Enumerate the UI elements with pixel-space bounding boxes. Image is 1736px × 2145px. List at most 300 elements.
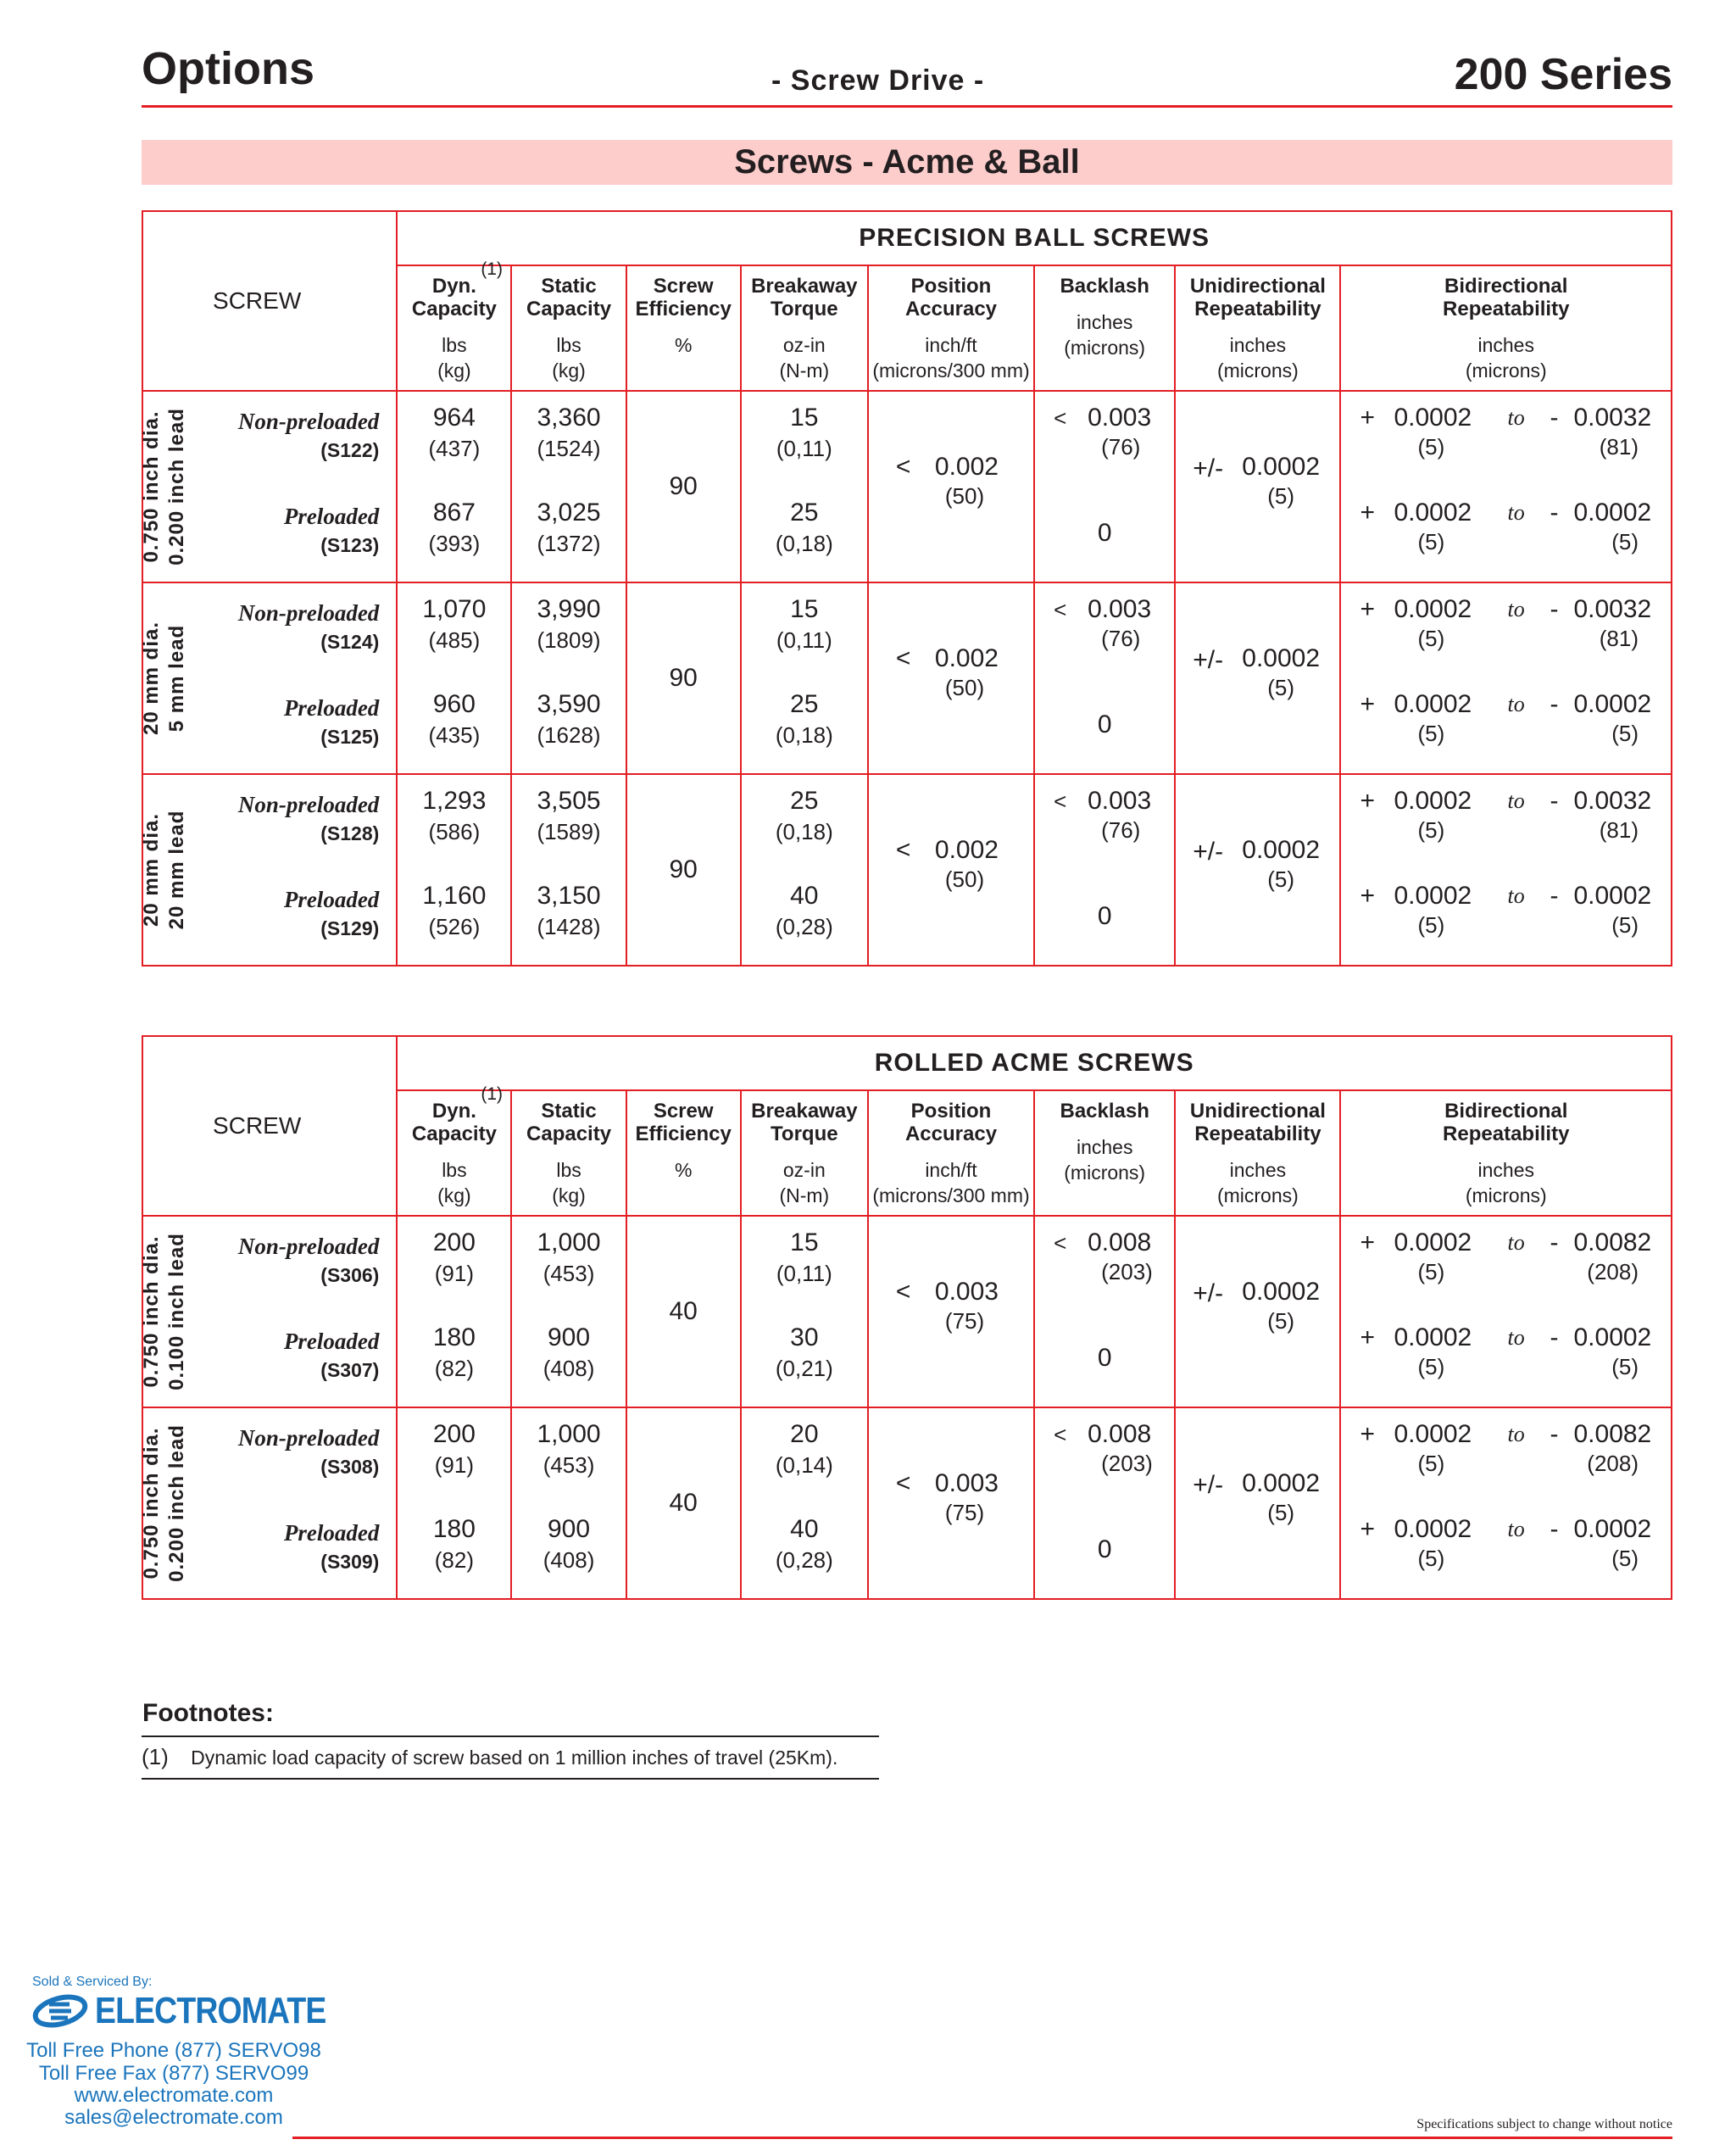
bidirectional-max-metric: (81) [1599,626,1639,651]
backlash-metric: (76) [1101,817,1141,843]
non-preloaded-label: Non-preloaded [237,409,380,434]
backlash-preloaded: 0 [1097,902,1112,930]
bidirectional-minus: - [1550,1228,1559,1256]
static-capacity-value: (1589) [537,819,601,844]
bidirectional-to: to [1507,1325,1525,1350]
column-header [868,265,1034,391]
static-capacity-value: 900 [548,1515,591,1543]
breakaway-torque [742,775,867,965]
bidirectional-to: to [1507,692,1525,716]
static-capacity-value: (453) [542,1261,595,1286]
column-header-unit: lbs (kg) [437,1159,471,1206]
backlash-cell [1034,1407,1175,1599]
unidirectional-cell [1175,1407,1340,1599]
static-capacity-cell [511,391,626,582]
static-capacity [512,775,625,965]
bidirectional-to: to [1507,1422,1525,1446]
position-accuracy [869,1217,1033,1407]
bidirectional-plus: + [1360,595,1375,623]
column-header [626,265,741,391]
bidirectional-min-metric: (5) [1417,912,1445,938]
bidirectional-to: to [1507,500,1525,525]
breakaway-torque [742,583,867,773]
bidirectional-to: to [1507,883,1525,908]
screw-size-label: 0.750 inch dia. 0.100 inch lead [140,1233,188,1390]
backlash-metric: (76) [1101,626,1141,651]
backlash [1035,1217,1174,1407]
dyn-capacity-value: (586) [428,819,481,844]
bidirectional-min-metric: (5) [1417,1451,1445,1476]
spec-table [142,1035,1672,1600]
bidirectional-min-metric: (5) [1417,1546,1445,1571]
page-subtitle: - Screw Drive - [771,64,985,97]
footnote-number: (1) [142,1744,169,1769]
bidirectional-min-metric: (5) [1417,1354,1445,1379]
column-header-unit: inch/ft (microns/300 mm) [872,334,1030,382]
column-header-unit: inches (microns) [1465,1159,1547,1206]
bidirectional-min-metric: (5) [1417,434,1445,460]
position-accuracy [869,1408,1033,1598]
position-accuracy-value: 0.002 [934,644,999,672]
efficiency-cell [626,582,741,774]
table-title: PRECISION BALL SCREWS [397,211,1672,265]
column-header-unit: lbs (kg) [437,334,471,382]
screw-description-cell [142,774,397,966]
static-capacity-cell [511,1216,626,1407]
position-accuracy [869,583,1033,773]
static-capacity-value: (1428) [537,914,601,939]
efficiency-value: 90 [669,664,698,692]
column-header-name: Bidirectional Repeatability [1443,1100,1570,1145]
breakaway-torque-value: (0,21) [775,1356,833,1381]
screw-size-label-box [140,1408,188,1598]
bidirectional-min-metric: (5) [1417,1259,1445,1284]
column-header [397,1084,511,1216]
efficiency-cell [626,1407,741,1599]
unidirectional-metric: (5) [1267,866,1295,892]
screw-description [140,775,396,965]
static-capacity-value: (408) [542,1356,595,1381]
screw-group-row [142,391,1672,582]
efficiency-cell [626,774,741,966]
breakaway-torque-value: 15 [790,404,819,432]
dyn-capacity [398,392,510,582]
backlash [1035,392,1174,582]
backlash-symbol: < [1054,1422,1067,1447]
backlash-value: 0.008 [1088,1420,1152,1448]
dyn-capacity-value: 1,070 [422,595,487,623]
static-capacity [512,1408,625,1598]
dyn-capacity-cell [397,1216,511,1407]
bidirectional-minus: - [1550,595,1559,623]
dyn-capacity-cell [397,774,511,966]
breakaway-torque-value: (0,18) [775,722,833,748]
bidirectional-minus: - [1550,1420,1559,1448]
position-accuracy-cell [868,582,1034,774]
breakaway-torque-cell [741,391,868,582]
dyn-capacity-value: 1,293 [422,787,487,815]
static-capacity [512,1217,625,1407]
preloaded-label: Preloaded [283,504,380,529]
dyn-capacity-value: 200 [432,1228,476,1256]
backlash-cell [1034,774,1175,966]
bidirectional-to: to [1507,788,1525,813]
column-header-name: Dyn. Capacity [411,1100,497,1145]
static-capacity [512,583,625,773]
static-capacity-value: 3,590 [537,690,601,718]
bidirectional-min: 0.0002 [1394,1323,1472,1351]
column-header-unit: oz-in (N-m) [779,334,830,382]
screw-column-header: SCREW [142,211,397,391]
screw-description [140,1408,396,1598]
bidirectional-max-metric: (5) [1611,1546,1639,1571]
static-capacity-value: (408) [542,1547,595,1573]
unidirectional-repeatability [1176,775,1339,965]
bidirectional-plus: + [1360,499,1375,526]
footnote-rule-top [142,1736,879,1737]
dyn-capacity [398,775,510,965]
static-capacity-value: 3,025 [537,499,601,526]
bidirectional-repeatability [1341,775,1671,965]
position-accuracy-symbol: < [895,644,911,672]
column-header [1175,1090,1340,1216]
column-header-name: Unidirectional Repeatability [1189,1100,1326,1145]
position-accuracy-metric: (50) [944,675,985,700]
bidirectional-to: to [1507,1230,1525,1255]
bidirectional-min: 0.0002 [1394,882,1472,910]
bidirectional-min-metric: (5) [1417,626,1445,651]
screw-group-row [142,774,1672,966]
unidirectional-value: 0.0002 [1242,836,1321,864]
static-capacity-cell [511,582,626,774]
bidirectional-plus: + [1360,1323,1376,1351]
screw-size-label: 0.750 inch dia. 0.200 inch lead [140,408,188,566]
screw-size-label-box [140,1217,188,1407]
column-header-name: Screw Efficiency [635,275,732,320]
breakaway-torque-value: (0,18) [775,819,833,844]
efficiency-value: 40 [669,1297,698,1325]
column-header [741,1090,868,1216]
sold-by-label: Sold & Serviced By: [32,1975,153,1989]
disclaimer: Specifications subject to change without notice [1416,2117,1672,2131]
bidirectional-max-metric: (208) [1587,1451,1639,1476]
backlash-metric: (203) [1101,1451,1153,1476]
breakaway-torque-cell [741,582,868,774]
bidirectional-plus: + [1360,1228,1376,1256]
screw-description [140,1217,396,1407]
column-header-name: Backlash [1060,1100,1149,1123]
non-preloaded-part-number: (S308) [320,1456,380,1478]
dyn-capacity-value: (91) [434,1452,475,1478]
backlash-symbol: < [1054,405,1067,431]
column-header-name: Position Accuracy [904,275,998,320]
bidirectional-max: 0.0032 [1573,787,1652,815]
preloaded-label: Preloaded [283,695,380,721]
static-capacity-value: (1372) [537,531,601,556]
unidirectional-value: 0.0002 [1242,1469,1321,1497]
backlash [1035,583,1174,773]
position-accuracy-cell [868,1407,1034,1599]
non-preloaded-label: Non-preloaded [237,792,380,817]
static-capacity-value: (453) [542,1452,595,1478]
screw-group-row [142,1216,1672,1407]
screw-size-label: 0.750 inch dia. 0.200 inch lead [140,1424,188,1582]
bidirectional-max: 0.0082 [1573,1420,1652,1448]
backlash-symbol: < [1054,1230,1067,1256]
screw-description [140,392,396,582]
position-accuracy-metric: (50) [944,483,985,509]
bidirectional-minus: - [1550,882,1559,910]
static-capacity-value: (1628) [537,722,601,748]
breakaway-torque-value: (0,18) [775,531,833,556]
series-label: 200 Series [1454,50,1672,99]
bidirectional-plus: + [1360,787,1375,815]
header-rule [142,105,1672,108]
footnote-marker: (1) [481,1084,503,1104]
electromate-logo-icon [32,1994,88,2028]
screw-description-cell [142,1216,397,1407]
breakaway-torque [742,1408,867,1598]
preloaded-part-number: (S309) [320,1551,380,1573]
efficiency-value: 90 [669,472,698,500]
dealer-website[interactable]: www.electromate.com [74,2084,274,2107]
breakaway-torque-cell [741,1216,868,1407]
bidirectional-max-metric: (5) [1611,1354,1639,1379]
position-accuracy-symbol: < [895,836,911,864]
bidirectional-max: 0.0002 [1573,499,1652,526]
backlash-cell [1034,391,1175,582]
bidirectional-to: to [1507,1517,1525,1541]
screw-size-label-box [140,775,188,965]
bidirectional-minus: - [1550,404,1559,432]
backlash-preloaded: 0 [1097,710,1112,738]
column-header-unit: inches (microns) [1216,334,1299,382]
breakaway-torque-cell [741,774,868,966]
screw-size-label: 20 mm dia. 5 mm lead [140,621,188,736]
backlash-cell [1034,582,1175,774]
bidirectional-repeatability [1341,583,1671,773]
dyn-capacity-value: 180 [432,1515,476,1543]
static-capacity-cell [511,1407,626,1599]
column-header [1175,265,1340,391]
position-accuracy-symbol: < [895,453,911,481]
column-header [1034,265,1175,391]
bidirectional-to: to [1507,597,1525,621]
dealer-name: ELECTROMATE [95,1990,326,2031]
position-accuracy-value: 0.002 [934,836,999,864]
unidirectional-symbol: +/- [1193,838,1224,866]
backlash-value: 0.003 [1088,404,1152,432]
unidirectional-symbol: +/- [1193,1279,1224,1307]
backlash-symbol: < [1054,597,1067,622]
breakaway-torque-value: 25 [790,690,819,718]
column-header-name: Position Accuracy [904,1100,998,1145]
bidirectional-min: 0.0002 [1394,690,1472,718]
efficiency-cell [626,391,741,582]
efficiency-value: 40 [669,1489,698,1517]
bidirectional-min: 0.0002 [1394,595,1472,623]
static-capacity-value: (1809) [537,627,601,653]
dyn-capacity [398,1408,510,1598]
column-header [1340,265,1672,391]
breakaway-torque-value: 15 [790,1228,819,1256]
bidirectional-min: 0.0002 [1394,787,1472,815]
column-header [397,259,511,391]
screw-size-label-box [140,583,188,773]
dyn-capacity-value: (82) [434,1356,475,1381]
screw-description-cell [142,391,397,582]
breakaway-torque-cell [741,1407,868,1599]
bidirectional-max-metric: (5) [1611,721,1639,746]
non-preloaded-label: Non-preloaded [237,600,380,626]
breakaway-torque-value: (0,14) [775,1452,833,1478]
unidirectional-symbol: +/- [1193,646,1224,674]
bidirectional-max: 0.0002 [1573,882,1652,910]
section-banner: Screws - Acme & Ball [142,140,1672,185]
position-accuracy-value: 0.003 [934,1469,999,1497]
column-header [741,265,868,391]
screw-description-cell [142,582,397,774]
screw-description [140,583,396,773]
dyn-capacity-value: (393) [428,531,481,556]
static-capacity-value: 3,505 [537,787,601,815]
dyn-capacity-value: (485) [428,627,481,653]
breakaway-torque-value: 20 [790,1420,819,1448]
backlash-value: 0.008 [1088,1228,1152,1256]
column-header-name: Dyn. Capacity [411,275,497,320]
column-header [511,1090,626,1216]
bidirectional-min: 0.0002 [1394,404,1472,432]
position-accuracy-metric: (50) [944,866,985,892]
breakaway-torque-value: (0,11) [776,436,832,461]
preloaded-part-number: (S307) [320,1359,380,1381]
preloaded-label: Preloaded [283,1520,380,1546]
breakaway-torque-value: 15 [790,595,819,623]
electromate-logo [32,1990,367,2032]
backlash-preloaded: 0 [1097,1344,1112,1372]
dyn-capacity-value: 200 [432,1420,476,1448]
bidirectional-min: 0.0002 [1394,499,1472,526]
unidirectional-value: 0.0002 [1242,1278,1321,1306]
footer-rule [292,2137,1672,2139]
backlash-cell [1034,1216,1175,1407]
bidirectional-cell [1340,1216,1672,1407]
unidirectional-repeatability [1176,583,1339,773]
breakaway-torque-value: (0,11) [776,1261,832,1286]
dyn-capacity-value: (82) [434,1547,475,1573]
bidirectional-min: 0.0002 [1394,1420,1472,1448]
position-accuracy-cell [868,391,1034,582]
static-capacity-value: 1,000 [537,1420,601,1448]
dyn-capacity-value: 1,160 [422,882,487,910]
breakaway-torque-value: (0,28) [775,1547,833,1573]
unidirectional-metric: (5) [1267,1500,1295,1525]
dyn-capacity-value: 180 [432,1323,476,1351]
column-header-name: Unidirectional Repeatability [1189,275,1326,320]
bidirectional-to: to [1507,405,1525,430]
backlash-metric: (203) [1101,1259,1153,1284]
column-header [1034,1090,1175,1216]
dyn-capacity-value: (526) [428,914,481,939]
efficiency-value: 90 [669,855,698,883]
bidirectional-plus: + [1360,1420,1376,1448]
unidirectional-cell [1175,1216,1340,1407]
bidirectional-repeatability [1341,1408,1671,1598]
footnote-marker: (1) [481,259,503,279]
screw-column-header: SCREW [142,1036,397,1216]
bidirectional-cell [1340,1407,1672,1599]
bidirectional-min-metric: (5) [1417,721,1445,746]
column-header-unit: lbs (kg) [552,1159,586,1206]
breakaway-torque-value: 40 [790,882,819,910]
preloaded-part-number: (S125) [320,726,380,748]
bidirectional-max-metric: (5) [1611,912,1639,938]
column-header-unit: oz-in (N-m) [779,1159,830,1206]
breakaway-torque [742,1217,867,1407]
bidirectional-repeatability [1341,392,1671,582]
page-title: Options [142,43,314,94]
unidirectional-cell [1175,582,1340,774]
breakaway-torque [742,392,867,582]
breakaway-torque-value: 30 [790,1323,819,1351]
dyn-capacity-value: 867 [432,499,476,526]
bidirectional-cell [1340,582,1672,774]
dealer-email[interactable]: sales@electromate.com [64,2106,283,2129]
backlash-metric: (76) [1101,434,1141,460]
bidirectional-max: 0.0032 [1573,595,1652,623]
column-header-unit: inches (microns) [1465,334,1547,382]
column-header-name: Breakaway Torque [751,275,858,320]
bidirectional-max: 0.0002 [1573,690,1652,718]
column-header-name: Bidirectional Repeatability [1443,275,1570,320]
bidirectional-minus: - [1550,690,1559,718]
unidirectional-symbol: +/- [1193,454,1224,482]
unidirectional-repeatability [1176,1408,1339,1598]
screw-group-row [142,582,1672,774]
static-capacity-value: 1,000 [537,1228,601,1256]
bidirectional-cell [1340,391,1672,582]
column-header-unit: inches (microns) [1064,311,1146,359]
footnote-rule-bottom [142,1778,879,1780]
position-accuracy-value: 0.003 [934,1278,999,1306]
breakaway-torque-value: 25 [790,787,819,815]
unidirectional-cell [1175,391,1340,582]
bidirectional-max: 0.0002 [1573,1515,1652,1543]
column-header-name: Breakaway Torque [751,1100,858,1145]
bidirectional-plus: + [1360,690,1375,718]
column-header [511,265,626,391]
unidirectional-repeatability [1176,1217,1339,1407]
unidirectional-metric: (5) [1267,483,1295,509]
static-capacity-value: 3,150 [537,882,601,910]
footnote-item [142,1744,837,1770]
unidirectional-symbol: +/- [1193,1471,1224,1499]
unidirectional-value: 0.0002 [1242,644,1321,672]
column-header-unit: lbs (kg) [552,334,586,382]
unidirectional-metric: (5) [1267,1308,1295,1334]
backlash [1035,775,1174,965]
preloaded-part-number: (S123) [320,534,380,556]
column-header-unit: inches (microns) [1064,1136,1146,1184]
efficiency-cell [626,1216,741,1407]
position-accuracy [869,775,1033,965]
screw-size-label: 20 mm dia. 20 mm lead [140,810,188,930]
non-preloaded-part-number: (S122) [320,439,380,461]
dyn-capacity-value: 964 [432,404,476,432]
column-header [868,1090,1034,1216]
column-header [1340,1090,1672,1216]
breakaway-torque-value: (0,11) [776,627,832,653]
